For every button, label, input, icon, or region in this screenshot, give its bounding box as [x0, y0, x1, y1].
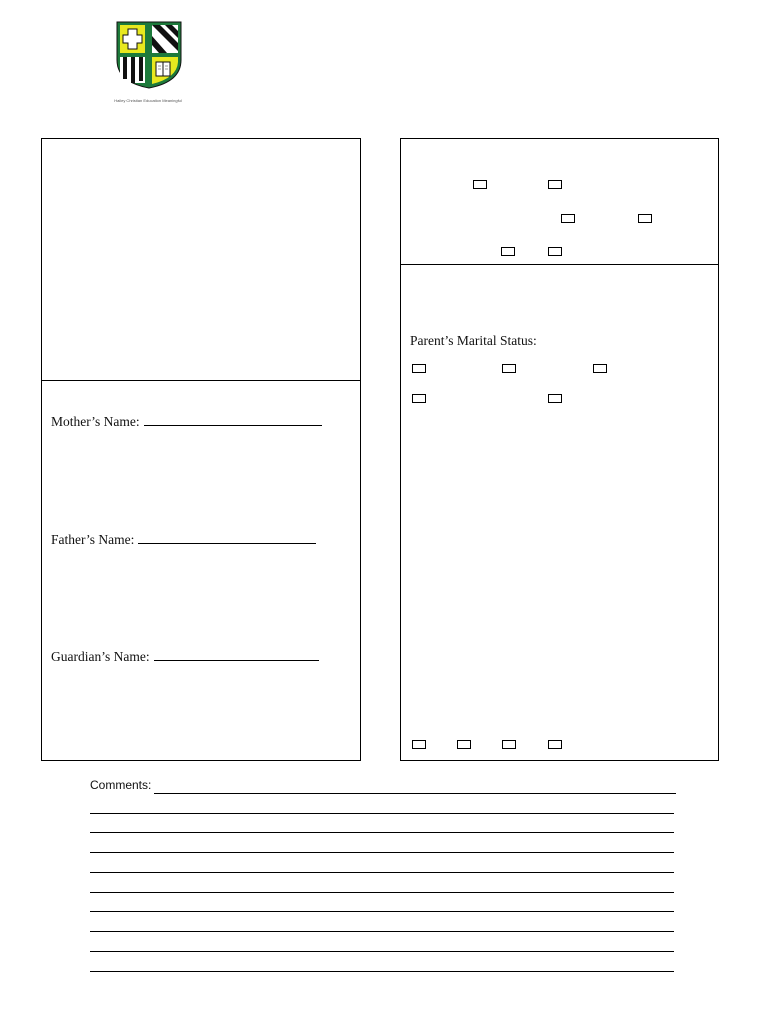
father-name-field[interactable]: [51, 532, 316, 548]
right-panel-divider: [400, 264, 719, 265]
comments-line[interactable]: [90, 813, 674, 814]
comments-line[interactable]: [90, 911, 674, 912]
checkbox[interactable]: [548, 180, 562, 189]
marital-status-checkbox[interactable]: [593, 364, 607, 373]
school-motto: Hailey Christian Education Meaningful: [114, 98, 182, 103]
mother-name-field[interactable]: [51, 414, 322, 430]
comments-label: Comments:: [90, 778, 152, 792]
marital-status-checkbox[interactable]: [412, 364, 426, 373]
checkbox[interactable]: [501, 247, 515, 256]
comments-line[interactable]: [90, 971, 674, 972]
checkbox[interactable]: [412, 740, 426, 749]
marital-status-label: Parent’s Marital Status:: [410, 333, 537, 348]
father-name-label: Father’s Name:: [51, 532, 135, 547]
comments-line[interactable]: [90, 832, 674, 833]
school-logo: [112, 20, 184, 106]
school-crest-icon: [115, 20, 183, 90]
marital-status-checkbox[interactable]: [502, 364, 516, 373]
checkbox[interactable]: [561, 214, 575, 223]
comments-line[interactable]: [154, 793, 676, 794]
checkbox[interactable]: [457, 740, 471, 749]
left-panel-divider: [41, 380, 361, 381]
checkbox[interactable]: [473, 180, 487, 189]
right-info-panel: [400, 138, 719, 761]
marital-status-checkbox[interactable]: [548, 394, 562, 403]
checkbox[interactable]: [548, 247, 562, 256]
comments-line[interactable]: [90, 951, 674, 952]
mother-name-blank[interactable]: [144, 414, 322, 426]
checkbox[interactable]: [638, 214, 652, 223]
comments-line[interactable]: [90, 931, 674, 932]
student-photo-section: [41, 138, 361, 761]
checkbox[interactable]: [502, 740, 516, 749]
checkbox[interactable]: [548, 740, 562, 749]
guardian-name-blank[interactable]: [154, 649, 319, 661]
father-name-blank[interactable]: [138, 532, 316, 544]
guardian-name-label: Guardian’s Name:: [51, 649, 150, 664]
mother-name-label: Mother’s Name:: [51, 414, 140, 429]
comments-line[interactable]: [90, 892, 674, 893]
guardian-name-field[interactable]: [51, 649, 319, 665]
comments-line[interactable]: [90, 872, 674, 873]
marital-status-checkbox[interactable]: [412, 394, 426, 403]
comments-line[interactable]: [90, 852, 674, 853]
